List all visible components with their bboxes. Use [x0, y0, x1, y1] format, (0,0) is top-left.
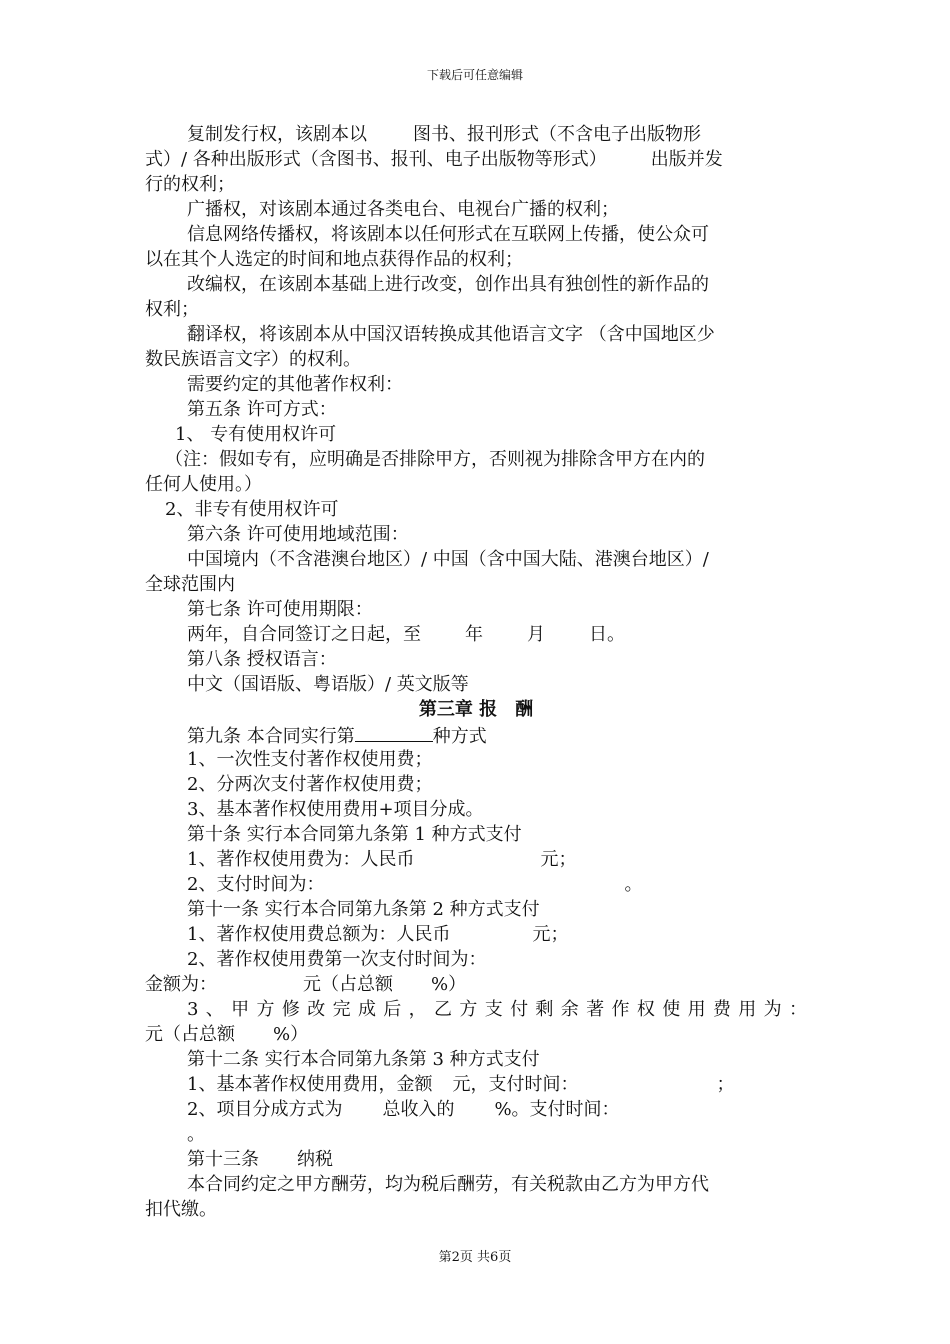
text-line: 扣代缴。	[145, 1199, 217, 1220]
page-header: 下载后可任意编辑	[426, 68, 523, 82]
article-13-title: 第十三条 纳税	[187, 1149, 333, 1170]
text-line: 行的权利；	[145, 174, 235, 195]
text-line: 。	[187, 1124, 205, 1145]
clause-reproduction-right: 复制发行权，该剧本以 图书、报刊形式（不含电子出版物形	[187, 124, 701, 145]
list-item: 2、非专有使用权许可	[165, 499, 339, 520]
article-7-title: 第七条 许可使用期限：	[187, 599, 373, 620]
clause-broadcast-right: 广播权，对该剧本通过各类电台、电视台广播的权利；	[187, 199, 619, 220]
article-5-title: 第五条 许可方式：	[187, 399, 337, 420]
list-item: 3、甲方修改完成后，乙方支付剩余著作权使用费用为：	[187, 999, 807, 1020]
text-line: 中文（国语版、粤语版）/ 英文版等	[187, 674, 469, 695]
text-line: 权利；	[145, 299, 199, 320]
chapter-3-heading: 第三章 报 酬	[418, 699, 534, 720]
text-line: 全球范围内	[145, 574, 235, 595]
article-6-title: 第六条 许可使用地域范围：	[187, 524, 409, 545]
text-line: 本合同约定之甲方酬劳，均为税后酬劳，有关税款由乙方为甲方代	[187, 1174, 709, 1195]
list-item: 2、著作权使用费第一次支付时间为：	[187, 949, 487, 970]
text-line: 任何人使用。）	[145, 474, 262, 495]
clause-translation-right: 翻译权，将该剧本从中国汉语转换成其他语言文字 （含中国地区少	[187, 324, 715, 345]
text-line: 金额为： 元（占总额 %）	[145, 974, 467, 995]
clause-adaptation-right: 改编权，在该剧本基础上进行改变，创作出具有独创性的新作品的	[187, 274, 709, 295]
list-item: 1、 专有使用权许可	[175, 424, 337, 445]
text-line: 元（占总额 %）	[145, 1024, 309, 1045]
text-line: 式）/ 各种出版形式（含图书、报刊、电子出版物等形式） 出版并发	[145, 149, 723, 170]
clause-network-right: 信息网络传播权，将该剧本以任何形式在互联网上传播，使公众可	[187, 224, 709, 245]
article-11-title: 第十一条 实行本合同第九条第 2 种方式支付	[187, 899, 540, 920]
term-line: 两年，自合同签订之日起，至 年 月 日。	[187, 624, 625, 645]
clause-other-rights: 需要约定的其他著作权利：	[187, 374, 403, 395]
list-item: 1、基本著作权使用费用，金额 元，支付时间： ；	[187, 1074, 735, 1095]
text-line: 中国境内（不含港澳台地区）/ 中国（含中国大陆、港澳台地区）/	[187, 549, 709, 570]
article-9-title: 第九条 本合同实行第 种方式	[145, 722, 807, 747]
list-item: 2、项目分成方式为 总收入的 %。支付时间：	[187, 1099, 620, 1120]
article-8-title: 第八条 授权语言：	[187, 649, 337, 670]
article-10-title: 第十条 实行本合同第九条第 1 种方式支付	[187, 824, 522, 845]
list-item: 2、支付时间为： 。	[187, 874, 643, 895]
list-item: 1、著作权使用费为：人民币 元；	[187, 849, 577, 870]
note-line: （注：假如专有，应明确是否排除甲方，否则视为排除含甲方在内的	[165, 449, 705, 470]
page-footer: 第2页 共6页	[438, 1250, 512, 1265]
blank-field	[355, 722, 433, 742]
article-12-title: 第十二条 实行本合同第九条第 3 种方式支付	[187, 1049, 540, 1070]
list-item: 1、著作权使用费总额为：人民币 元；	[187, 924, 569, 945]
list-item: 2、分两次支付著作权使用费；	[187, 774, 433, 795]
text-line: 以在其个人选定的时间和地点获得作品的权利；	[145, 249, 523, 270]
text-line: 数民族语言文字）的权利。	[145, 349, 361, 370]
list-item: 3、基本著作权使用费用+项目分成。	[187, 799, 484, 820]
document-body	[145, 122, 807, 1222]
list-item: 1、一次性支付著作权使用费；	[187, 749, 433, 770]
